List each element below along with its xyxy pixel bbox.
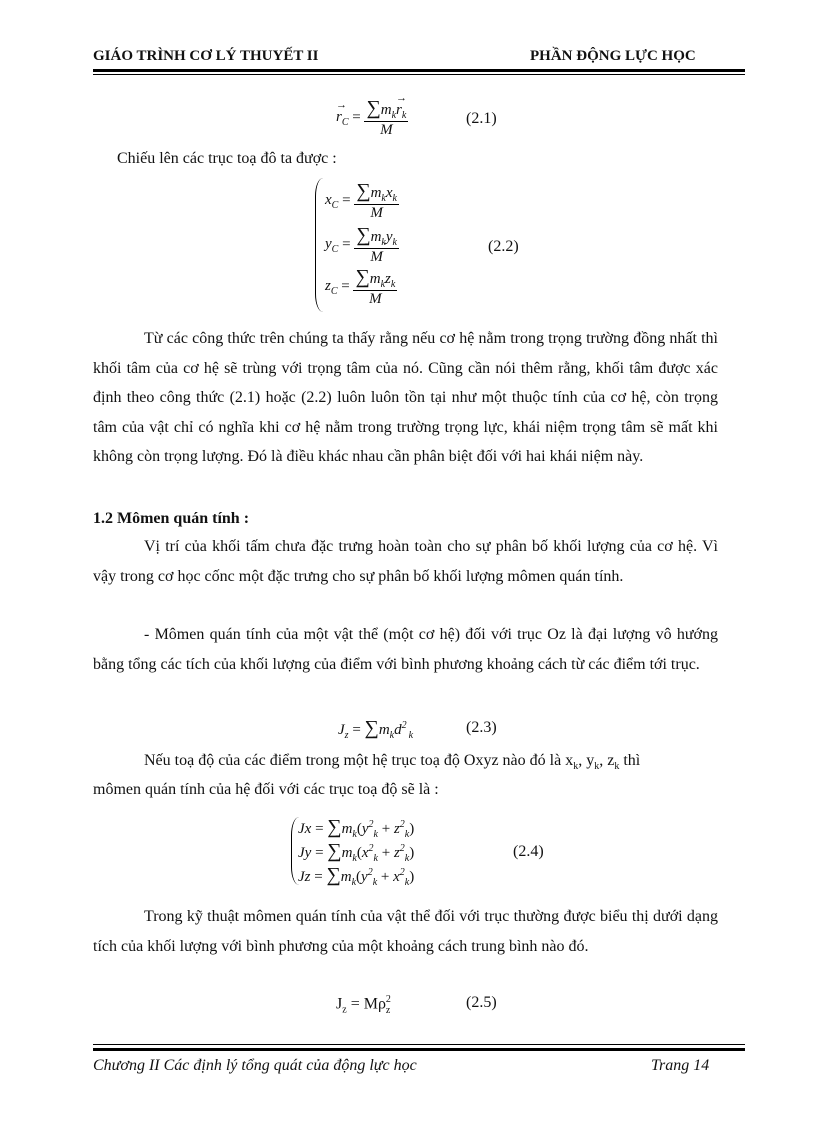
text-projection: Chiếu lên các trục toạ đô ta được : bbox=[117, 150, 337, 167]
footer-page-number: Trang 14 bbox=[651, 1057, 710, 1074]
equation-2-2-row-z: $z_C$ = $\frac{\sum m_kz_k}{M}$ bbox=[325, 266, 396, 307]
paragraph-center-of-mass: Từ các công thức trên chúng ta thấy rằng nếu cơ hệ nằm trong trọng trường đồng nhất thì khối tâm của cơ hệ sẽ trùng với trọng tâm của nó. Cũng cần nói thêm rằng, khối tâm được xác định theo công thức (2.1) hoặc (2.2) luôn luôn tồn tại như một thuộc tính của cơ hệ, còn trọng tâm của vật chỉ có nghĩa khi cơ hệ nằm trong trường trọng lực, khái niệm trọng tâm sẽ mất khi không còn trọng lượng. Đó là điều khác nhau cần phân biệt đối với hai khái niệm này. bbox=[93, 330, 718, 465]
footer-rule-thin bbox=[93, 1044, 745, 1045]
equation-label-2-1: (2.1) bbox=[466, 110, 497, 127]
paragraph-coordinates-line1: Nếu toạ độ của các điểm trong một hệ trục toạ độ Oxyz nào đó là $x_k$, $y_k$, $z_k$ thì bbox=[144, 752, 641, 773]
equation-label-2-3: (2.3) bbox=[466, 719, 497, 736]
header-title-right: PHẦN ĐỘNG LỰC HỌC bbox=[530, 48, 696, 64]
eq-2-2-brace bbox=[315, 178, 324, 312]
equation-2-1: r → $_C$ = $\sum m_kr$ → $_k$ M bbox=[336, 92, 408, 138]
equation-2-2-row-x: $x_C$ = $\frac{\sum m_kx_k}{M}$ bbox=[325, 180, 397, 221]
paragraph-radius-of-gyration: Trong kỹ thuật mômen quán tính của vật thể đối với trục thường được biểu thị dưới dạng tích của khối lượng với bình phương của một khoảng cách trung bình nào đó. bbox=[93, 908, 718, 955]
header-rule-thin bbox=[93, 74, 745, 75]
equation-label-2-2: (2.2) bbox=[488, 238, 519, 255]
equation-2-5: $J_z = M\rho^2_z$ bbox=[336, 994, 391, 1016]
paragraph-moment-intro: Vị trí của khối tấm chưa đặc trưng hoàn toàn cho sự phân bố khối lượng của cơ hệ. Vì vậy trong cơ học cốnc một đặc trưng cho sự phân bố khối lượng mômen quán tính. bbox=[93, 538, 718, 585]
equation-2-4-row-z: $Jz = \sum m_k(y^2_k + x^2_k)$ bbox=[298, 864, 415, 888]
eq-2-1-vector-arrow: r → bbox=[336, 98, 347, 125]
paragraph-moment-definition: - Mômen quán tính của một vật thể (một cơ hệ) đối với trục Oz là đại lượng vô hướng bằng tổng các tích của khối lượng của điểm với bình phương khoảng cách từ các điểm tới trục. bbox=[93, 626, 718, 673]
equation-label-2-4: (2.4) bbox=[513, 843, 544, 860]
paragraph-coordinates-line2: mômen quán tính của hệ đối với các trục toạ độ sẽ là : bbox=[93, 781, 439, 798]
equation-2-4-row-x: $Jx = \sum m_k(y^2_k + z^2_k)$ bbox=[298, 816, 415, 840]
equation-2-4-row-y: $Jy = \sum m_k(x^2_k + z^2_k)$ bbox=[298, 840, 415, 864]
section-heading-1-2: 1.2 Mômen quán tính : bbox=[93, 510, 250, 527]
equation-label-2-5: (2.5) bbox=[466, 994, 497, 1011]
footer-rule-thick bbox=[93, 1048, 745, 1051]
header-rule-thick bbox=[93, 69, 745, 72]
footer-chapter-title: Chương II Các định lý tổng quát của động lực học bbox=[93, 1057, 417, 1074]
header-title-left: GIÁO TRÌNH CƠ LÝ THUYẾT II bbox=[93, 48, 319, 64]
equation-2-3: $J_z = \sum m_kd^2_k$ bbox=[338, 717, 414, 741]
equation-2-2-row-y: $y_C$ = $\frac{\sum m_ky_k}{M}$ bbox=[325, 224, 397, 265]
